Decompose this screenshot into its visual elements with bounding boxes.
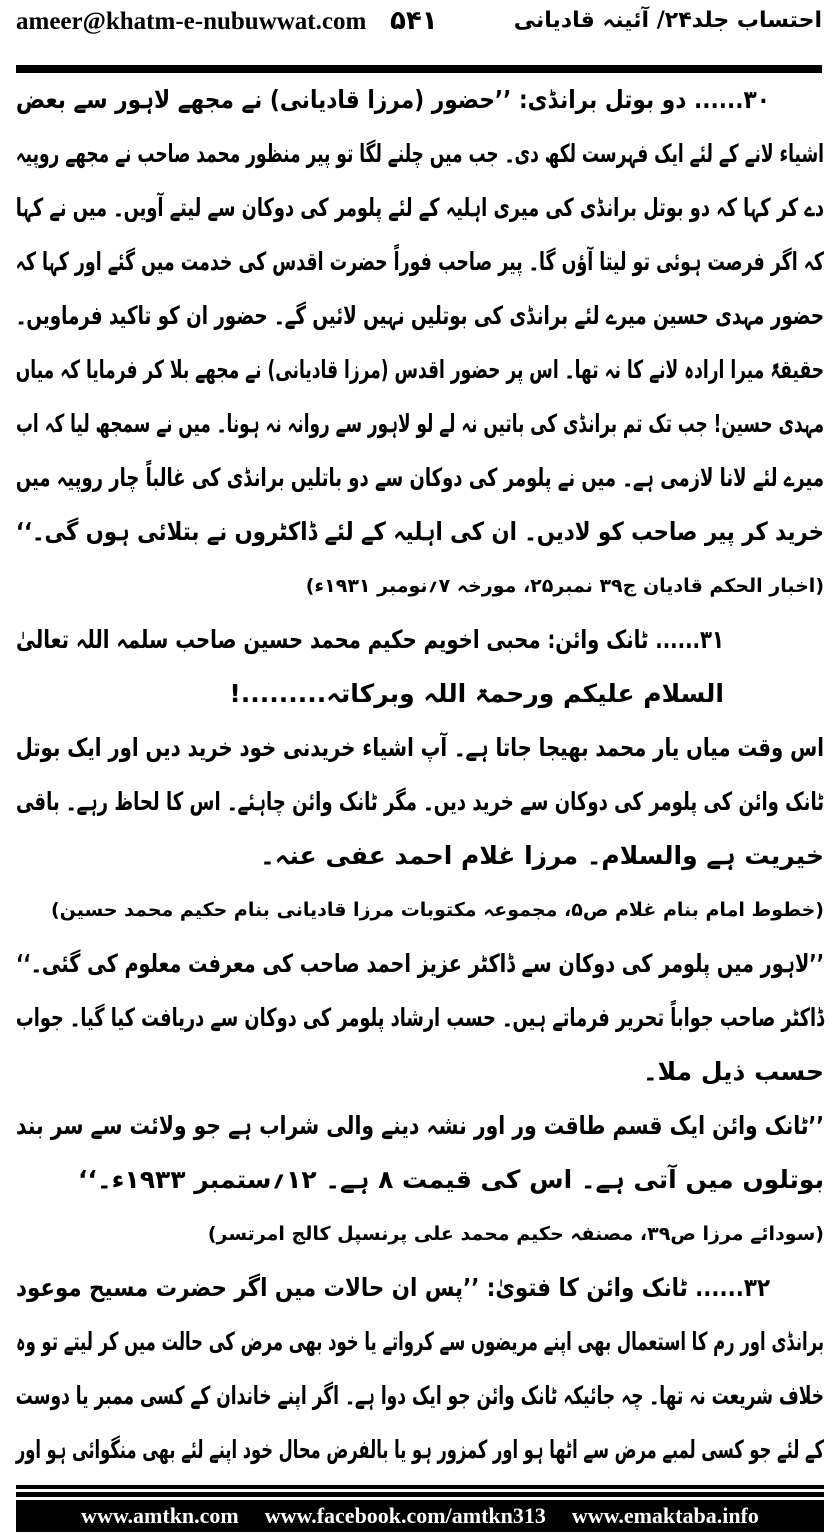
header-rule [16, 65, 822, 73]
footer-link-amtkn[interactable]: www.amtkn.com [81, 1503, 239, 1528]
body-line [16, 991, 824, 1045]
line-text: السلام علیکم ورحمۃ اللہ وبرکاتہ.........! [229, 679, 724, 708]
line-text: میرے لئے لانا لازمی ہے۔ میں نے پلومر کی دوکان سے دو باتلیں برانڈی کی غالباً چار روپیہ میں [15, 463, 824, 492]
line-text: اس وقت میاں یار محمد بھیجا جاتا ہے۔ آپ اشیاء خریدنی خود خرید دیں اور ایک بوتل [15, 733, 824, 762]
section-heading-30 [16, 73, 824, 127]
line-text: مہدی حسین! جب تک تم برانڈی کی باتیں نہ لے لو لاہور سے روانہ نہ ہونا۔ میں نے سمجھ لیا کہ اب [15, 409, 824, 438]
line-text: ٹانک وائن کی پلومر کی دوکان سے خرید دیں۔ مگر ٹانک وائن چاہئے۔ اس کا لحاظ رہے۔ باقی [16, 787, 824, 816]
line-text: حضور مہدی حسین میرے لئے برانڈی کی بوتلیں نہیں لائیں گے۔ حضور ان کو تاکید فرماویں۔ [15, 301, 824, 330]
body-line [16, 451, 824, 505]
body-line [16, 181, 824, 235]
footer-bar [16, 1500, 824, 1532]
body-line [16, 829, 824, 883]
line-text: حسب ذیل ملا۔ [643, 1057, 824, 1086]
citation [16, 559, 824, 613]
body-line [16, 505, 824, 559]
citation [16, 1207, 824, 1261]
line-text: (خطوط امام بنام غلام ص۵، مجموعہ مکتوبات مرزا قادیانی بنام حکیم محمد حسین) [50, 899, 824, 921]
body-line [16, 1369, 824, 1423]
line-text: (سودائے مرزا ص۳۹، مصنفہ حکیم محمد علی پرنسپل کالج امرتسر) [207, 1223, 824, 1245]
line-text: خلاف شریعت نہ تھا۔ چہ جائیکہ ٹانک وائن جو ایک دوا ہے۔ اگر اپنے خاندان کے کسی ممبر یا دوست [15, 1381, 825, 1410]
page-body [16, 73, 824, 1477]
body-line [16, 235, 824, 289]
body-line [16, 1045, 824, 1099]
footer-link-emaktaba[interactable]: www.emaktaba.info [571, 1503, 759, 1528]
line-text: ۳۲...... ٹانک وائن کا فتویٰ: ’’پس ان حالات میں اگر حضرت مسیح موعود [16, 1273, 770, 1302]
body-line [16, 127, 824, 181]
line-text: ’’لاہور میں پلومر کی دوکان سے ڈاکٹر عزیز احمد صاحب کی معرفت معلوم کی گئی۔‘‘ [16, 949, 824, 978]
section-heading-32 [16, 1261, 824, 1315]
body-line [16, 775, 824, 829]
body-line [16, 289, 824, 343]
body-line [16, 1153, 824, 1207]
line-text: ۳۰...... دو بوتل برانڈی: ’’حضور (مرزا قادیانی) نے مجھے لاہور سے بعض [15, 85, 770, 114]
header-email[interactable]: ameer@khatm-e-nubuwwat.com [16, 8, 367, 35]
body-line [16, 937, 824, 991]
line-text: بوتلوں میں آتی ہے۔ اس کی قیمت ۸ ہے۔ ۱۲؍ستمبر ۱۹۳۳ء۔‘‘ [78, 1165, 824, 1194]
body-line [16, 343, 824, 397]
body-line [16, 1099, 824, 1153]
body-line [16, 1315, 824, 1369]
footer-rule [16, 1485, 824, 1489]
line-text: ’’ٹانک وائن ایک قسم طاقت ور اور نشہ دینے والی شراب ہے جو ولائت سے سر بند [16, 1111, 824, 1140]
salutation [16, 667, 824, 721]
line-text: ۳۱...... ٹانک وائن: محبی اخویم حکیم محمد حسین صاحب سلمہ اللہ تعالیٰ [15, 625, 724, 654]
line-text: خرید کر پیر صاحب کو لادیں۔ ان کی اہلیہ کے لئے ڈاکٹروں نے بتلائی ہوں گی۔‘‘ [15, 517, 824, 546]
footer-rule [16, 1492, 824, 1497]
body-line [16, 1423, 824, 1477]
line-text: حقیقۃً میرا ارادہ لانے کا نہ تھا۔ اس پر حضور اقدس (مرزا قادیانی) نے مجھے بلا کر فرمایا کہ میاں [15, 355, 824, 384]
line-text: ڈاکٹر صاحب جواباً تحریر فرماتے ہیں۔ حسب ارشاد پلومر کی دوکان سے دریافت کیا گیا۔ جواب [15, 1003, 825, 1032]
citation [16, 883, 824, 937]
section-heading-31 [16, 613, 824, 667]
page-number: ۵۴۱ [390, 6, 438, 36]
body-line [16, 397, 824, 451]
footer-link-facebook[interactable]: www.facebook.com/amtkn313 [264, 1503, 546, 1528]
book-title: احتساب جلد۲۴/ آئینہ قادیانی [513, 8, 822, 33]
line-text: برانڈی اور رم کا استعمال بھی اپنے مریضوں سے کرواتے یا خود بھی مرض کی حالت میں کر لیتے تو وہ [15, 1327, 824, 1356]
body-line [16, 721, 824, 775]
line-text: کے لئے جو کسی لمبے مرض سے اٹھا ہو اور کمزور ہو یا بالفرض محال خود اپنے لئے بھی منگوائی ہو اور [15, 1435, 825, 1464]
line-text: (اخبار الحکم قادیان ج۳۹ نمبر۲۵، مورخہ ۷؍نومبر ۱۹۳۱ء) [305, 575, 824, 597]
line-text: کہ اگر فرصت ہوئی تو لیتا آؤں گا۔ پیر صاحب فوراً حضرت اقدس کی خدمت میں گئے اور کہا کہ [15, 247, 824, 276]
line-text: اشیاء لانے کے لئے ایک فہرست لکھ دی۔ جب میں چلنے لگا تو پیر منظور محمد صاحب نے مجھے روپیہ [15, 139, 824, 168]
line-text: خیریت ہے والسلام۔ مرزا غلام احمد عفی عنہ۔ [260, 841, 824, 870]
line-text: دے کر کہا کہ دو بوتل برانڈی کی میری اہلیہ کے لئے پلومر کی دوکان سے لیتے آویں۔ میں نے کہا [15, 193, 824, 222]
